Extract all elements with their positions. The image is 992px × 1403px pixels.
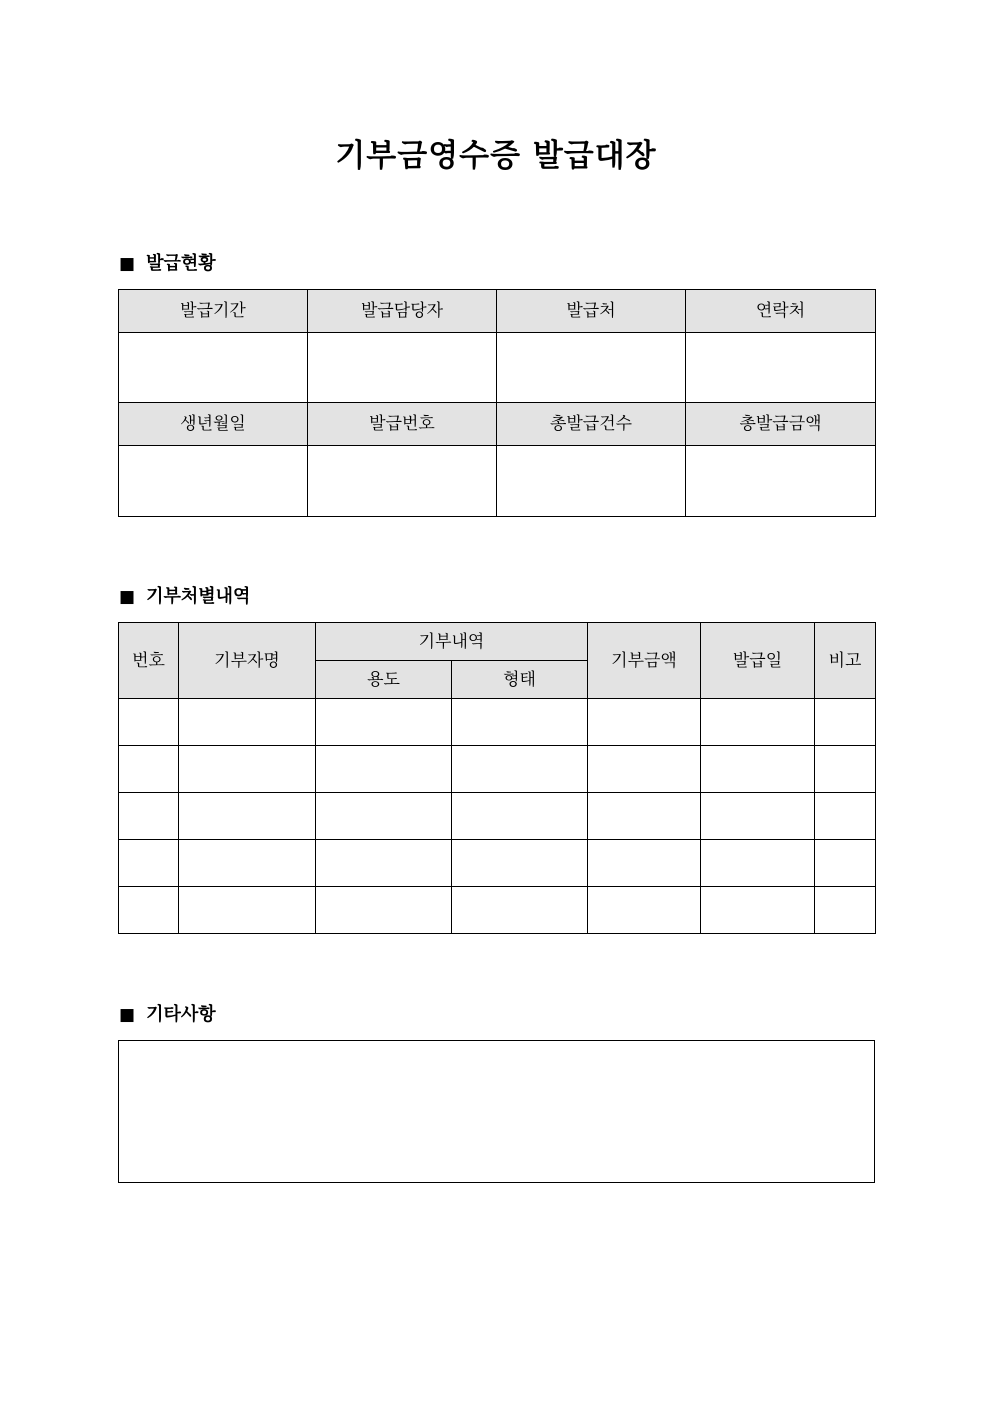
header-remarks: 비고 <box>815 623 876 699</box>
table-row <box>119 793 876 840</box>
header-type: 형태 <box>452 661 588 699</box>
cell-issuer[interactable] <box>497 333 686 403</box>
donation-details-table <box>118 622 876 934</box>
cell-contact[interactable] <box>686 333 876 403</box>
section-heading-other-notes <box>119 1003 216 1027</box>
header-contact: 연락처 <box>686 290 876 333</box>
header-issue-manager: 발급담당자 <box>308 290 497 333</box>
cell-issue-date[interactable] <box>701 746 815 793</box>
cell-total-issue-count[interactable] <box>497 446 686 517</box>
cell-remarks[interactable] <box>815 840 876 887</box>
table-row <box>119 699 876 746</box>
square-bullet-icon: ■ <box>119 1005 136 1025</box>
cell-donation-amount[interactable] <box>588 840 701 887</box>
table-row <box>119 446 876 517</box>
section-heading-label: 기타사항 <box>146 1004 216 1025</box>
cell-donation-amount[interactable] <box>588 699 701 746</box>
header-donor-name: 기부자명 <box>179 623 316 699</box>
cell-donor-name[interactable] <box>179 887 316 934</box>
cell-remarks[interactable] <box>815 746 876 793</box>
section-heading-donation-details <box>119 585 250 609</box>
table-row <box>119 333 876 403</box>
cell-number[interactable] <box>119 699 179 746</box>
cell-type[interactable] <box>452 887 588 934</box>
cell-issue-date[interactable] <box>701 840 815 887</box>
cell-donor-name[interactable] <box>179 793 316 840</box>
cell-issue-date[interactable] <box>701 699 815 746</box>
cell-donation-amount[interactable] <box>588 887 701 934</box>
cell-issue-date[interactable] <box>701 793 815 840</box>
header-purpose: 용도 <box>316 661 452 699</box>
cell-number[interactable] <box>119 887 179 934</box>
cell-total-issue-amount[interactable] <box>686 446 876 517</box>
other-notes-box[interactable] <box>118 1040 875 1183</box>
cell-donation-amount[interactable] <box>588 746 701 793</box>
header-issue-date: 발급일 <box>701 623 815 699</box>
cell-type[interactable] <box>452 840 588 887</box>
table-header-row <box>119 403 876 446</box>
cell-purpose[interactable] <box>316 699 452 746</box>
cell-number[interactable] <box>119 746 179 793</box>
header-issue-period: 발급기간 <box>119 290 308 333</box>
section-heading-label: 기부처별내역 <box>146 586 251 607</box>
section-heading-issuance-status <box>119 252 216 276</box>
cell-purpose[interactable] <box>316 840 452 887</box>
cell-type[interactable] <box>452 793 588 840</box>
cell-issue-period[interactable] <box>119 333 308 403</box>
header-donation-amount: 기부금액 <box>588 623 701 699</box>
header-issuer: 발급처 <box>497 290 686 333</box>
cell-type[interactable] <box>452 746 588 793</box>
cell-donation-amount[interactable] <box>588 793 701 840</box>
cell-type[interactable] <box>452 699 588 746</box>
cell-purpose[interactable] <box>316 887 452 934</box>
cell-purpose[interactable] <box>316 793 452 840</box>
cell-number[interactable] <box>119 840 179 887</box>
cell-issue-date[interactable] <box>701 887 815 934</box>
table-row <box>119 746 876 793</box>
header-donation-content: 기부내역 <box>316 623 588 661</box>
table-header-row <box>119 290 876 333</box>
cell-birth-date[interactable] <box>119 446 308 517</box>
cell-number[interactable] <box>119 793 179 840</box>
table-row <box>119 840 876 887</box>
cell-issue-number[interactable] <box>308 446 497 517</box>
header-birth-date: 생년월일 <box>119 403 308 446</box>
cell-remarks[interactable] <box>815 793 876 840</box>
cell-remarks[interactable] <box>815 887 876 934</box>
table-row <box>119 887 876 934</box>
page-title: 기부금영수증 발급대장 <box>335 138 657 174</box>
cell-remarks[interactable] <box>815 699 876 746</box>
header-total-issue-amount: 총발급금액 <box>686 403 876 446</box>
cell-issue-manager[interactable] <box>308 333 497 403</box>
header-total-issue-count: 총발급건수 <box>497 403 686 446</box>
cell-donor-name[interactable] <box>179 840 316 887</box>
cell-donor-name[interactable] <box>179 699 316 746</box>
table-header-row <box>119 623 876 661</box>
section-heading-label: 발급현황 <box>146 253 216 274</box>
cell-purpose[interactable] <box>316 746 452 793</box>
issuance-status-table <box>118 289 876 517</box>
square-bullet-icon: ■ <box>119 587 136 607</box>
cell-donor-name[interactable] <box>179 746 316 793</box>
header-issue-number: 발급번호 <box>308 403 497 446</box>
header-number: 번호 <box>119 623 179 699</box>
square-bullet-icon: ■ <box>119 254 136 274</box>
